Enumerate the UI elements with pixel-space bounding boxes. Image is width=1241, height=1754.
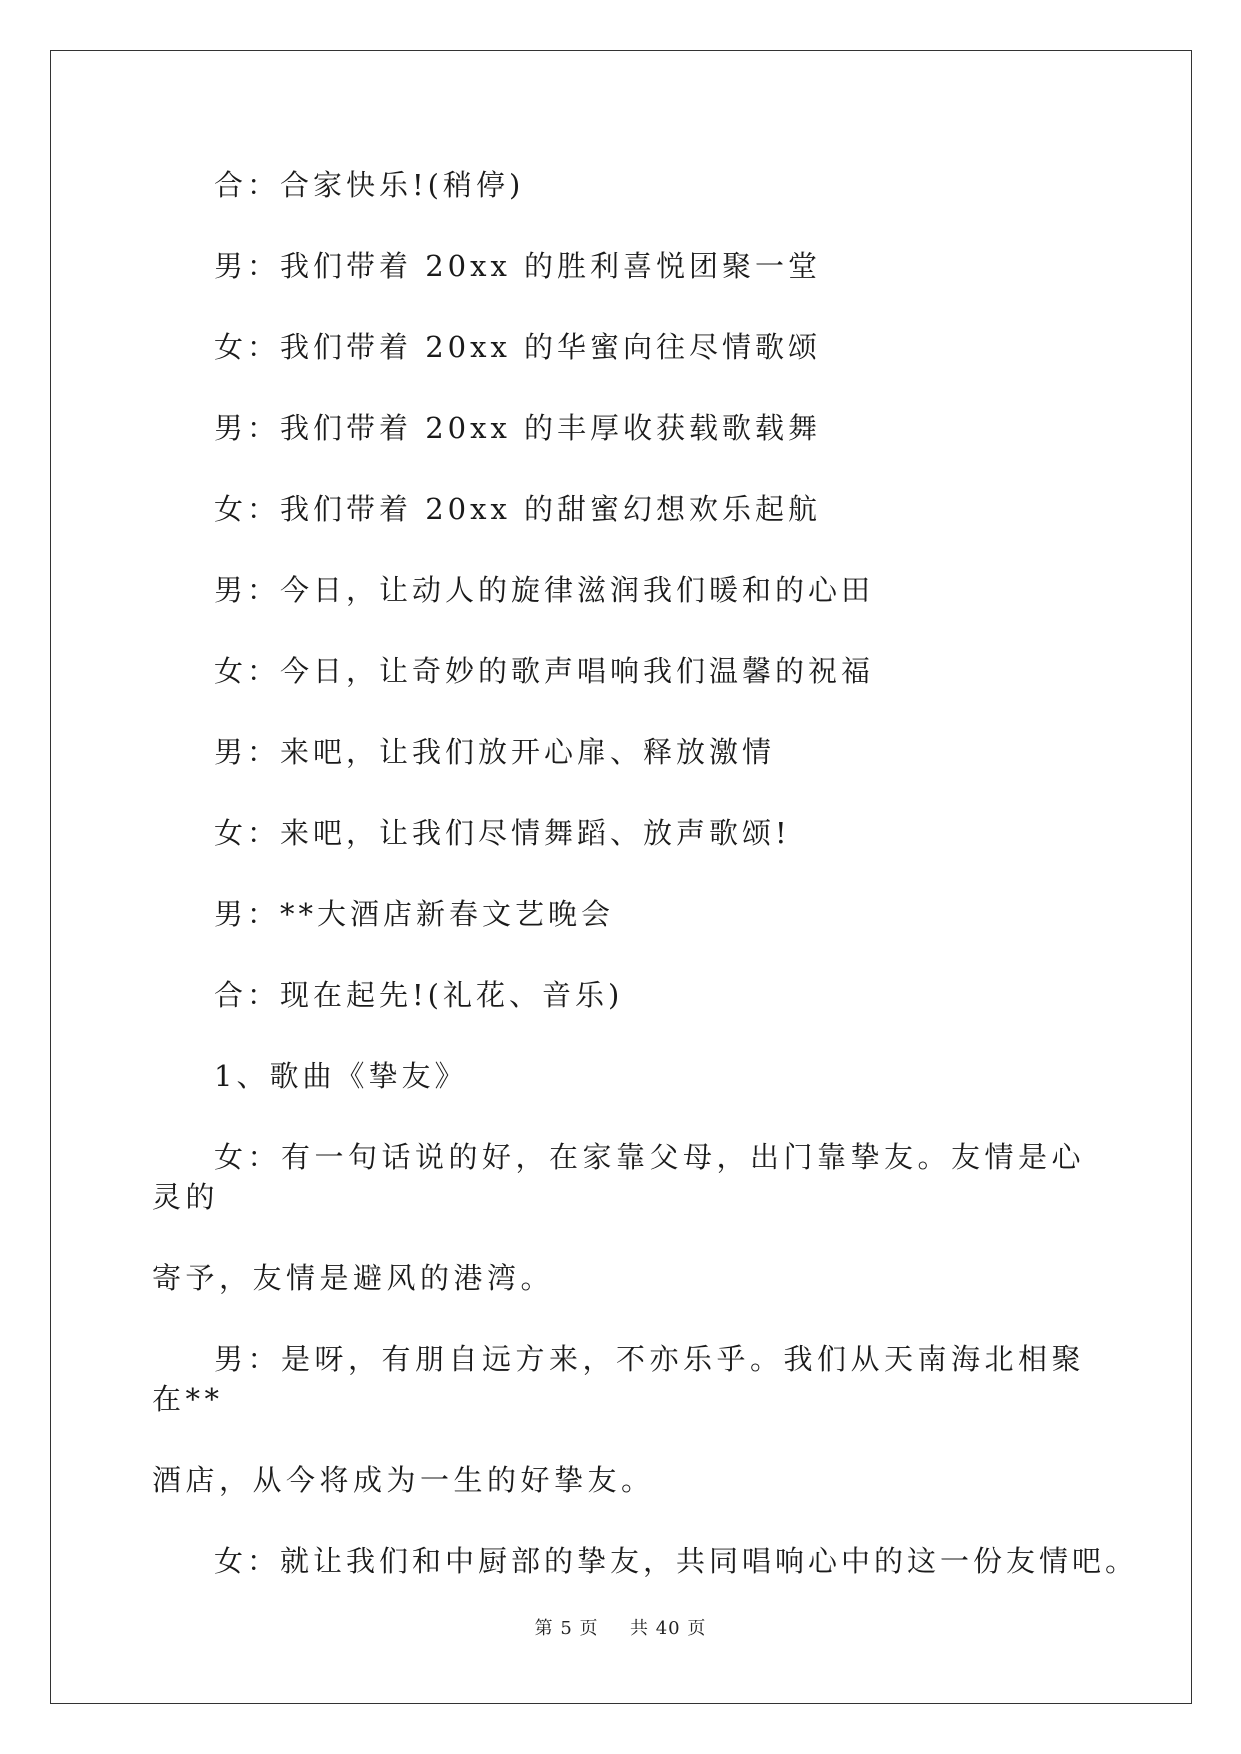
script-line: 女：来吧，让我们尽情舞蹈、放声歌颂! — [214, 816, 791, 850]
paragraph-continuation: 酒店，从今将成为一生的好挚友。 — [152, 1463, 655, 1497]
script-line: 男：我们带着 20xx 的胜利喜悦团聚一堂 — [214, 249, 822, 283]
script-line: 女：我们带着 20xx 的华蜜向往尽情歌颂 — [214, 330, 822, 364]
script-line: 男：**大酒店新春文艺晚会 — [214, 897, 615, 931]
document-body — [152, 165, 1139, 1622]
script-line: 女：就让我们和中厨部的挚友，共同唱响心中的这一份友情吧。 — [214, 1544, 1139, 1578]
script-line: 男：来吧，让我们放开心扉、释放激情 — [214, 735, 776, 769]
script-line: 女：今日，让奇妙的歌声唱响我们温馨的祝福 — [214, 654, 875, 688]
script-line: 合：现在起先!(礼花、音乐) — [214, 978, 624, 1012]
script-line: 男：今日，让动人的旋律滋润我们暖和的心田 — [214, 573, 875, 607]
page-total: 共 40 页 — [630, 1618, 707, 1639]
script-paragraph — [152, 1339, 1092, 1500]
script-paragraph — [152, 1137, 1092, 1298]
script-line: 男：我们带着 20xx 的丰厚收获载歌载舞 — [214, 411, 822, 445]
script-line: 女：我们带着 20xx 的甜蜜幻想欢乐起航 — [214, 492, 822, 526]
paragraph-first-line: 男：是呀，有朋自远方来，不亦乐乎。我们从天南海北相聚在** — [152, 1342, 1086, 1416]
page-footer — [0, 1614, 1241, 1640]
page-number: 第 5 页 — [534, 1618, 599, 1639]
paragraph-first-line: 女：有一句话说的好，在家靠父母，出门靠挚友。友情是心灵的 — [152, 1140, 1086, 1214]
program-item-heading: 1、歌曲《挚友》 — [214, 1059, 468, 1093]
paragraph-continuation: 寄予，友情是避风的港湾。 — [152, 1261, 555, 1295]
script-line: 合：合家快乐!(稍停) — [214, 168, 525, 202]
